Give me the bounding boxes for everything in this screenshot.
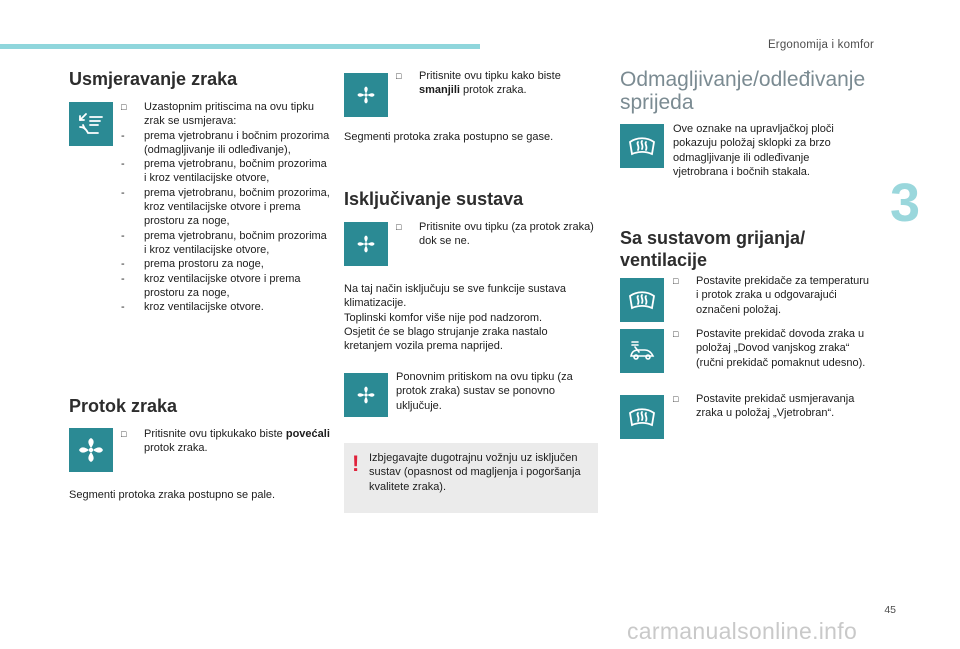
- flow-increase-note: Segmenti protoka zraka postupno se pale.: [69, 489, 276, 501]
- system-off-paragraph: Na taj način isključuju se sve funkcije sustava klimatizacije.: [344, 283, 566, 310]
- air-distribution-icon: [69, 102, 113, 146]
- fan-icon: [344, 73, 388, 117]
- heading-defrost: Odmagljivanje/odleđivanje sprijeda: [620, 68, 866, 114]
- system-on-text: Ponovnim pritiskom na ovu tipku (za protok zraka) sustav se ponovno uključuje.: [396, 371, 573, 412]
- heading-air-distribution: Usmjeravanje zraka: [69, 69, 238, 89]
- warning-box: [344, 443, 598, 513]
- air-direction-step: □ Postavite prekidač usmjeravanja zraka u položaj „Vjetrobran“.: [673, 393, 855, 420]
- list-item: - prema vjetrobranu, bočnim prozorima i kroz ventilacijske otvore,: [121, 158, 327, 185]
- defrost-intro: Ove oznake na upravljačkoj ploči pokazuju položaj sklopki za brzo odmagljivanje ili odleđivanje vjetrobrana i bočnih stakala.: [673, 123, 834, 178]
- flow-decrease-step: □ Pritisnite ovu tipku kako biste smanjili protok zraka.: [396, 70, 561, 97]
- system-off-paragraph: Toplinski komfor više nije pod nadzorom.: [344, 311, 543, 324]
- heading-heating-ventilation: Sa sustavom grijanja/ ventilacije: [620, 228, 806, 270]
- fan-icon: [344, 222, 388, 266]
- fan-icon: [69, 428, 113, 472]
- list-item: - prema vjetrobranu i bočnim prozorima (odmagljivanje ili odleđivanje),: [121, 129, 330, 156]
- windscreen-defrost-icon: [620, 124, 664, 168]
- page-number: 45: [884, 604, 896, 616]
- list-item: - prema vjetrobranu, bočnim prozorima i kroz ventilacijske otvore,: [121, 229, 327, 256]
- system-off-paragraph: Osjetit će se blago strujanje zraka nastalo kretanjem vozila prema naprijed.: [344, 325, 548, 353]
- list-item: - prema prostoru za noge,: [121, 258, 264, 271]
- heating-step: □ Postavite prekidače za temperaturu i protok zraka u odgovarajući označeni položaj.: [673, 275, 870, 316]
- outside-air-intake-icon: [620, 329, 664, 373]
- heading-air-flow: Protok zraka: [69, 396, 178, 416]
- warning-icon: !: [352, 451, 360, 476]
- list-item: - kroz ventilacijske otvore i prema prostoru za noge,: [121, 272, 301, 299]
- warning-text: Izbjegavajte dugotrajnu vožnju uz isključen sustav (opasnost od magljenja i pogoršanja kvalitete zraka).: [369, 452, 581, 493]
- flow-increase-step: □ Pritisnite ovu tipkukako biste povećali protok zraka.: [121, 428, 330, 455]
- air-intake-step: □ Postavite prekidač dovoda zraka u položaj „Dovod vanjskog zraka“ (ručni prekidač pomaknut udesno).: [673, 328, 866, 369]
- windscreen-defrost-icon: [620, 278, 664, 322]
- flow-decrease-note: Segmenti protoka zraka postupno se gase.: [344, 131, 554, 143]
- header-accent-bar: [0, 44, 480, 49]
- watermark: carmanualsonline.info: [627, 618, 858, 644]
- fan-icon: [344, 373, 388, 417]
- list-item: - kroz ventilacijske otvore.: [121, 301, 264, 314]
- system-off-step: □ Pritisnite ovu tipku (za protok zraka) dok se ne.: [396, 221, 594, 248]
- section-title: Ergonomija i komfor: [767, 39, 874, 51]
- heading-system-off: Isključivanje sustava: [344, 189, 524, 209]
- windscreen-defrost-icon: [620, 395, 664, 439]
- air-distribution-intro: □ Uzastopnim pritiscima na ovu tipku zrak se usmjerava:: [121, 101, 314, 128]
- chapter-number: 3: [890, 173, 921, 233]
- list-item: - prema vjetrobranu, bočnim prozorima, kroz ventilacijske otvore i prema prostoru za noge,: [121, 186, 330, 228]
